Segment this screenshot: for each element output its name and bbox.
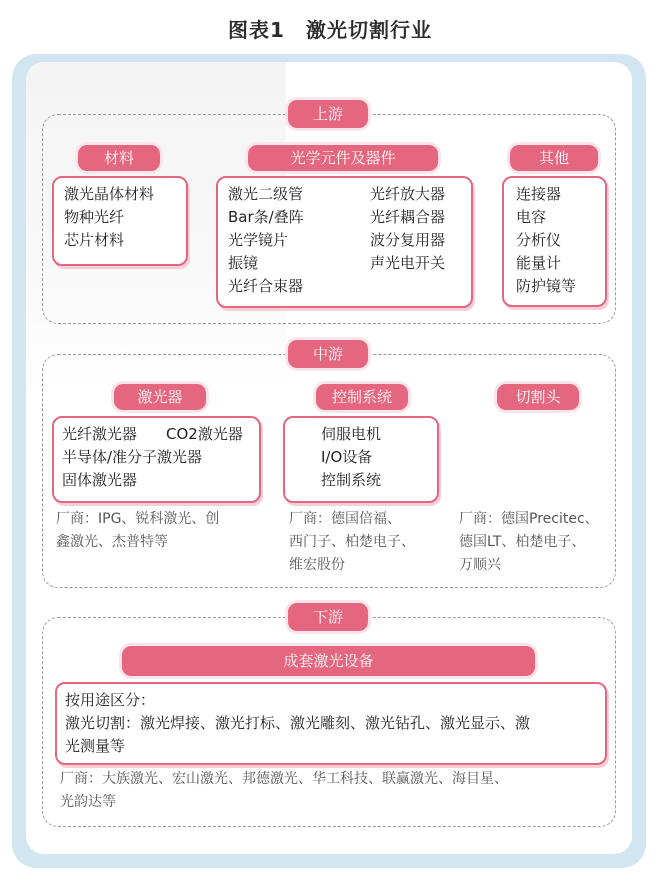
vendor-line: 厂商：IPG、锐科激光、创: [56, 511, 220, 527]
vendor-line: 光韵达等: [60, 794, 116, 810]
other-list: [516, 183, 576, 298]
control-box: [283, 416, 439, 503]
optics-item: 光纤放大器: [370, 185, 446, 203]
midstream-label: 中游: [288, 340, 368, 368]
optics-item: 光纤耦合器: [370, 208, 446, 226]
use-heading: 按用途区分：: [65, 691, 156, 709]
downstream-label: 下游: [288, 603, 368, 631]
cutting-head-vendors: [459, 508, 599, 577]
vendor-line: 厂商：德国倍福、: [289, 511, 401, 527]
optics-box: [216, 176, 473, 308]
vendor-line: 万顺兴: [459, 557, 501, 573]
equipment-box: [55, 682, 607, 765]
optics-item: 声光电开关: [370, 254, 446, 272]
other-box: [502, 176, 607, 307]
optics-item: 光纤合束器: [228, 277, 304, 295]
optics-list-left: [228, 183, 304, 298]
other-item: 分析仪: [516, 231, 562, 249]
use-line: 激光切割：激光焊接、激光打标、激光雕刻、激光钻孔、激光显示、激: [65, 714, 531, 732]
use-line: 光测量等: [65, 737, 126, 755]
control-item: I/O设备: [321, 448, 373, 466]
vendor-line: 德国LT、柏楚电子、: [459, 534, 586, 550]
other-item: 连接器: [516, 185, 562, 203]
other-item: 电容: [516, 208, 547, 226]
vendor-line: 西门子、柏楚电子、: [289, 534, 415, 550]
control-item: 控制系统: [321, 471, 382, 489]
optics-item: 光学镜片: [228, 231, 289, 249]
optics-item: 激光二级管: [228, 185, 304, 203]
materials-item: 芯片材料: [64, 231, 125, 249]
vendor-line: 维宏股份: [289, 557, 345, 573]
vendor-line: 厂商：大族激光、宏山激光、邦德激光、华工科技、联赢激光、海目星、: [60, 771, 508, 787]
laser-item: 固体激光器: [62, 471, 138, 489]
other-item: 防护镜等: [516, 277, 577, 295]
equipment-title: 成套激光设备: [122, 646, 535, 676]
optics-title: 光学元件及器件: [248, 145, 438, 171]
optics-item: 振镜: [228, 254, 259, 272]
laser-item: 光纤激光器: [62, 425, 138, 443]
materials-item: 激光晶体材料: [64, 185, 155, 203]
control-vendors: [289, 508, 415, 577]
optics-item: Bar条/叠阵: [228, 208, 304, 226]
laser-item: CO2激光器: [166, 425, 243, 443]
other-item: 能量计: [516, 254, 562, 272]
materials-list: [64, 183, 154, 252]
laser-item: 半导体/准分子激光器: [62, 448, 203, 466]
other-title: 其他: [510, 145, 598, 171]
materials-item: 物种光纤: [64, 208, 125, 226]
control-title: 控制系统: [316, 384, 408, 410]
materials-title: 材料: [78, 145, 160, 171]
figure-title: 图表1 激光切割行业: [228, 18, 432, 42]
laser-title: 激光器: [114, 384, 206, 410]
laser-vendors: [56, 508, 219, 554]
vendor-line: 鑫激光、杰普特等: [56, 534, 168, 550]
vendor-line: 厂商：德国Precitec、: [459, 511, 599, 527]
upstream-label: 上游: [288, 100, 368, 128]
downstream-vendors: [60, 768, 508, 814]
control-item: 伺服电机: [321, 425, 382, 443]
control-list: [321, 423, 381, 492]
optics-list-right: [370, 183, 445, 275]
cutting-head-title: 切割头: [497, 384, 579, 410]
laser-box: [52, 416, 261, 503]
optics-item: 波分复用器: [370, 231, 446, 249]
materials-box: [52, 176, 188, 266]
